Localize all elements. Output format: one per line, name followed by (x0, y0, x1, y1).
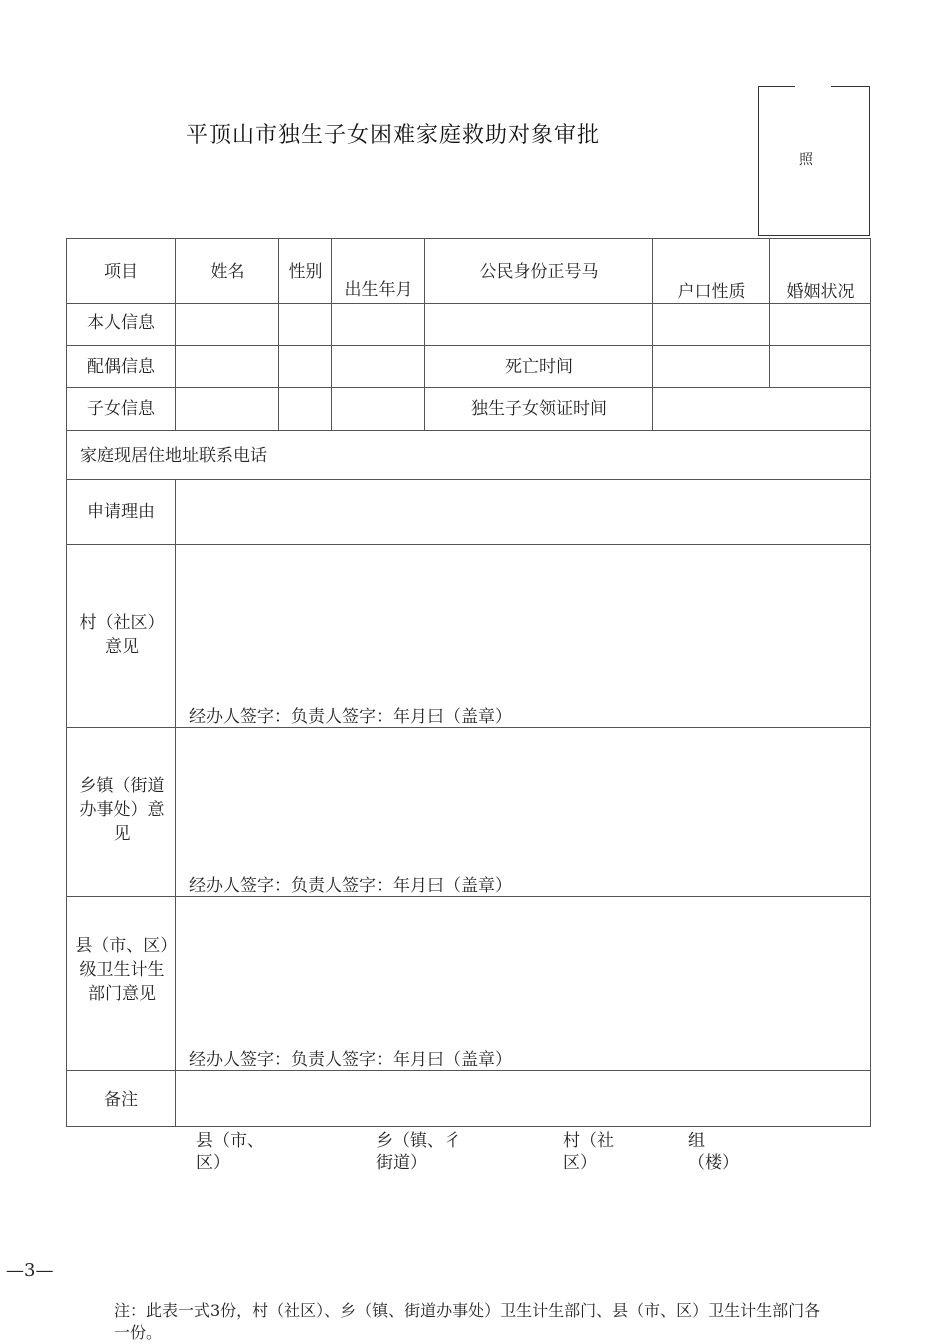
row-spouse-label: 配偶信息 (87, 357, 155, 377)
village-opinion-label: 村（社区）意见 (79, 613, 165, 657)
form-title: 平顶山市独生子女困难家庭救助对象审批 (186, 123, 601, 148)
death-time-label: 死亡时间 (505, 357, 573, 377)
footer-group: 组（楼） (688, 1131, 739, 1173)
address-label: 家庭现居住地址联系电话 (80, 446, 267, 466)
header-hukou: 户口性质 (677, 282, 746, 302)
approval-table (66, 238, 871, 1127)
header-marital: 婚姻状况 (786, 282, 855, 302)
footer-county: 县（市、区） (196, 1131, 264, 1173)
town-signature-line: 经办人签字：负责人签字：年月曰（盖章） (189, 876, 512, 896)
page-number: —3— (6, 1260, 54, 1281)
reason-label: 申请理由 (87, 502, 155, 522)
photo-box (758, 86, 870, 236)
county-signature-line: 经办人签字：负责人签字：年月曰（盖章） (189, 1050, 512, 1070)
row-child-label: 子女信息 (87, 399, 155, 419)
certificate-time-label: 独生子女领证时间 (471, 399, 607, 419)
footnote: 注：此表一式3份，村（社区）、乡（镇、街道办事处）卫生计生部门、县（市、区）卫生计生部门各一份。 (114, 1301, 821, 1342)
header-id-number: 公民身份正号马 (479, 262, 599, 282)
header-name: 姓名 (210, 262, 245, 282)
footer-village: 村（社区） (563, 1131, 614, 1173)
row-self-label: 本人信息 (87, 313, 155, 333)
header-item: 项目 (104, 262, 138, 282)
header-gender: 性别 (288, 262, 323, 282)
footer-town: 乡（镇、彳街道） (376, 1131, 461, 1173)
village-signature-line: 经办人签字：负责人签字：年月曰（盖章） (189, 707, 512, 727)
town-opinion-label: 乡镇（街道办事处）意见 (79, 776, 165, 844)
photo-label: 照 (799, 152, 813, 168)
remarks-label: 备注 (104, 1090, 138, 1110)
county-opinion-label: 县（市、区）级卫生计生部门意见 (75, 936, 169, 1004)
header-birth: 出生年月 (344, 280, 413, 300)
